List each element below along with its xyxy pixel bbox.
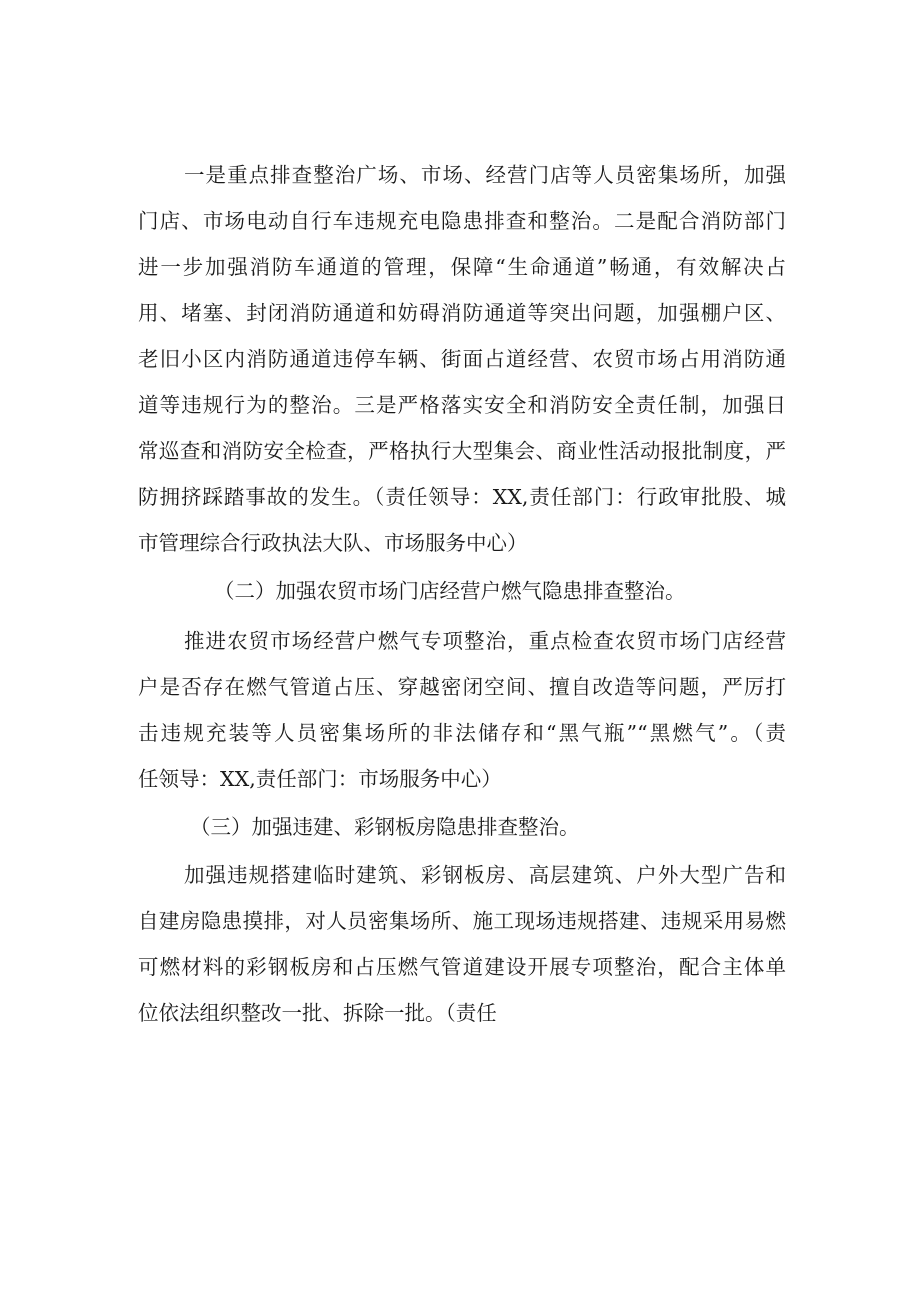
paragraph-line: 可燃材料的彩钢板房和占压燃气管道建设开展专项整治，配合主体单: [138, 955, 786, 979]
paragraph-line: 老旧小区内消防通道违停车辆、街面占道经营、农贸市场占用消防通: [138, 347, 786, 371]
paragraph-line: 一是重点排查整治广场、市场、经营门店等人员密集场所，加强: [184, 163, 786, 187]
paragraph-line: 进一步加强消防车通道的管理，保障“生命通道”畅通，有效解决占: [138, 255, 786, 279]
paragraph-line: 防拥挤踩踏事故的发生。（责任领导：XX,责任部门：行政审批股、城: [138, 485, 786, 509]
paragraph-line: 任领导：XX,责任部门：市场服务中心）: [138, 767, 502, 791]
section-heading: （二）加强农贸市场门店经营户燃气隐患排查整治。: [214, 579, 686, 603]
paragraph-line: 户是否存在燃气管道占压、穿越密闭空间、擅自改造等问题，严厉打: [138, 675, 786, 699]
paragraph-line: 道等违规行为的整治。三是严格落实安全和消防安全责任制，加强日: [138, 393, 786, 417]
paragraph-line: 加强违规搭建临时建筑、彩钢板房、高层建筑、户外大型广告和: [184, 863, 786, 887]
paragraph-line: 门店、市场电动自行车违规充电隐患排查和整治。二是配合消防部门: [138, 209, 786, 233]
paragraph-line: 位依法组织整改一批、拆除一批。（责任: [138, 1001, 497, 1025]
paragraph-line: 击违规充装等人员密集场所的非法储存和“黑气瓶”“黑燃气”。（责: [138, 721, 786, 745]
section-heading: （三）加强违建、彩钢板房隐患排查整治。: [190, 815, 580, 839]
paragraph-line: 市管理综合行政执法大队、市场服务中心）: [138, 531, 528, 555]
paragraph-line: 推进农贸市场经营户燃气专项整治，重点检查农贸市场门店经营: [184, 629, 786, 653]
paragraph-line: 常巡查和消防安全检查，严格执行大型集会、商业性活动报批制度，严: [138, 439, 786, 463]
paragraph-line: 自建房隐患摸排，对人员密集场所、施工现场违规搭建、违规采用易燃: [138, 909, 786, 933]
paragraph-line: 用、堵塞、封闭消防通道和妨碍消防通道等突出问题，加强棚户区、: [138, 301, 786, 325]
